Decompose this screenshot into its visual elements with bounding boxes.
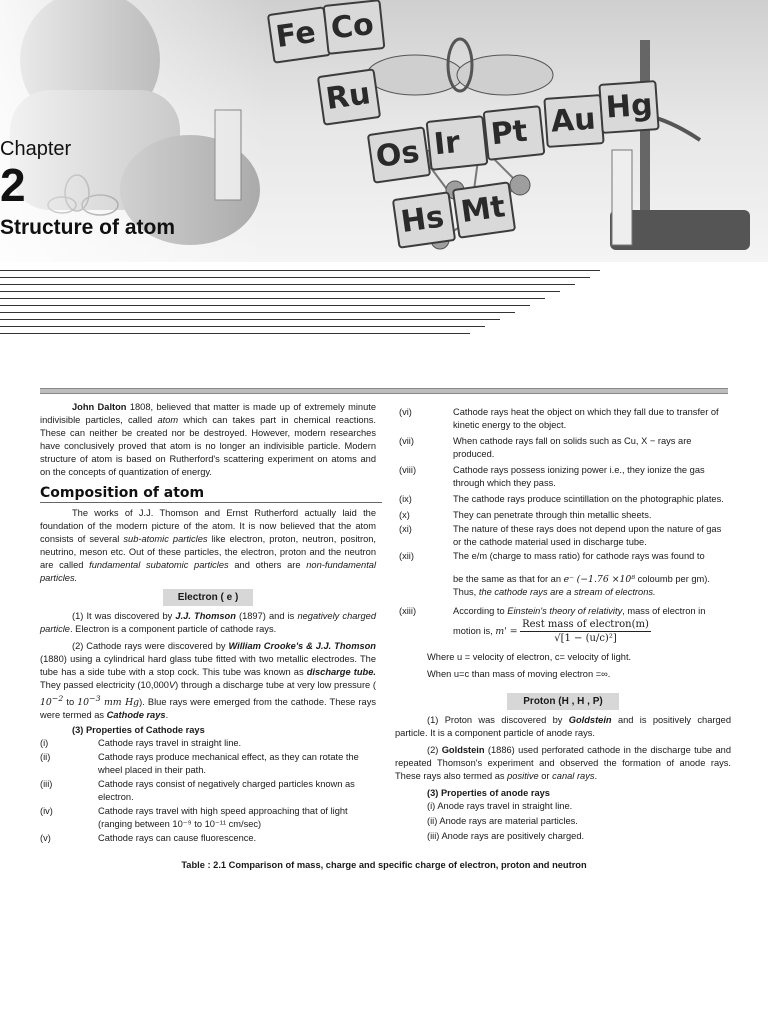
- proton-point-2: (2) Goldstein (1886) used perforated cathode in the discharge tube and repeated Thomson's experiment and observed the formation of anode rays. These rays also termed as positive or canal rays.: [395, 745, 731, 781]
- proton-heading: Proton (H , H , P): [507, 693, 619, 710]
- periodic-tile: Fe: [267, 6, 331, 64]
- periodic-tile: Os: [367, 126, 431, 184]
- left-column: [40, 401, 376, 846]
- list-item: (i) Cathode rays travel in straight line.: [40, 738, 242, 749]
- periodic-tile: Pt: [483, 105, 546, 161]
- anode-properties-heading: (3) Properties of anode rays: [427, 788, 550, 798]
- em-ratio-continuation: be the same as that for an e⁻ (−1.76 ×10⁸ coloumb per gm). Thus, the cathode rays are a stream of electrons.: [453, 574, 710, 597]
- periodic-tile: Ir: [426, 115, 489, 171]
- chapter-number: 2: [0, 159, 26, 211]
- cathode-properties-heading: (3) Properties of Cathode rays: [72, 725, 205, 736]
- cathode-properties-list: [40, 737, 376, 845]
- where-text: Where u = velocity of electron, c= velocity of light.: [427, 652, 632, 662]
- chapter-title: Structure of atom: [0, 216, 176, 239]
- periodic-tile: Hs: [392, 191, 456, 249]
- relativistic-mass-formula: $\frac{\text{Rest mass of electron(m)}}{\text{√[1 − (u/c)²]}}$: [522, 619, 649, 644]
- list-item: (vii) When cathode rays fall on solids such as Cu, X − rays are produced.: [399, 436, 692, 459]
- periodic-tile: Hg: [598, 80, 659, 134]
- section-divider: [40, 388, 728, 394]
- periodic-tile: Au: [543, 94, 604, 148]
- list-item: (ix) The cathode rays produce scintillation on the photographic plates.: [399, 494, 724, 504]
- periodic-tile: Mt: [452, 181, 516, 239]
- anode-properties-list: [395, 800, 731, 843]
- list-item: (i) Anode rays travel in straight line.: [427, 801, 573, 811]
- electron-point-2: (2) Cathode rays were discovered by William Crooke's & J.J. Thomson (1880) using a cylindrical hard glass tube fitted with two metallic electrodes. The tube has a side tube with a stop cock. This tube was known as discharge tube. They passed electricity (10,000V) through a discharge tube at very low pressure ( $10^{-2}$ to $10^{-3}$ mm Hg). Blue rays were emerged from the cathode. These rays were termed as Cathode rays.: [40, 641, 376, 721]
- electron-point-1: (1) It was discovered by J.J. Thomson (1897) and is negatively charged particle. Electron is a component particle of cathode rays.: [40, 611, 377, 634]
- list-item: (ii) Anode rays are material particles.: [427, 816, 578, 826]
- decorative-stripes: [0, 268, 768, 348]
- list-item: (v) Cathode rays can cause fluorescence.: [40, 833, 257, 844]
- list-item: (x) They can penetrate through thin metallic sheets.: [399, 510, 652, 520]
- when-text: When u=c than mass of moving electron =∞.: [427, 669, 611, 679]
- list-item: (iv) Cathode rays travel with high speed approaching that of light (ranging between 10⁻⁹ to 10⁻¹¹ cm/sec): [40, 806, 348, 830]
- composition-paragraph: The works of J.J. Thomson and Ernst Rutherford actually laid the foundation of the modern picture of the atom. It is now believed that the atom consists of several sub-atomic particles like electron, proton, neutron, positron, neutrino, meson etc. Out of these particles, the electron, proton and the neutron are called fundamental subatomic particles and others are non-fundamental particles.: [40, 508, 377, 583]
- list-item: (iii) Cathode rays consist of negatively charged particles known as electron.: [40, 779, 355, 803]
- list-item: (xi) The nature of these rays does not depend upon the nature of gas or the cathode material used in discharge tube.: [399, 524, 722, 547]
- chapter-label: Chapter: [0, 138, 72, 160]
- periodic-tile: Ru: [317, 68, 381, 126]
- list-item: (iii) Anode rays are positively charged.: [427, 831, 585, 841]
- electron-heading: Electron ( e ): [163, 589, 253, 606]
- periodic-tile: Co: [323, 0, 386, 55]
- list-item: (xii) The e/m (charge to mass ratio) for cathode rays was found to: [399, 551, 705, 561]
- composition-heading: Composition of atom: [40, 487, 382, 503]
- list-item: (vi) Cathode rays heat the object on which they fall due to transfer of kinetic energy to the object.: [399, 407, 719, 430]
- right-column: [395, 406, 731, 845]
- list-item: (ii) Cathode rays produce mechanical effect, as they can rotate the wheel placed in their path.: [40, 752, 359, 776]
- intro-paragraph: John Dalton 1808, believed that matter is made up of extremely minute indivisible particles, called atom which can takes part in chemical reactions. These can neither be created nor be destroyed. However, modern researches have conclusively proved that atom is no longer an indivisible particle. Modern structure of atom is based on Rutherford's scattering experiment on atoms and on the concepts of quantization of energy.: [40, 402, 376, 477]
- list-item: (viii) Cathode rays possess ionizing power i.e., they ionize the gas through which they pass.: [399, 465, 705, 488]
- table-caption: Table : 2.1 Comparison of mass, charge and specific charge of electron, proton and neutron: [181, 860, 587, 870]
- proton-point-1: (1) Proton was discovered by Goldstein and is positively charged particle. It is a component particle of anode rays.: [395, 715, 732, 738]
- chapter-banner: [0, 0, 768, 262]
- list-item: (xiii) According to Einstein's theory of relativity, mass of electron in motion is, m' = $\frac{\text{Rest mass of electron(m)}}{\text{√[1 − (u/c)²]}}$: [399, 606, 706, 644]
